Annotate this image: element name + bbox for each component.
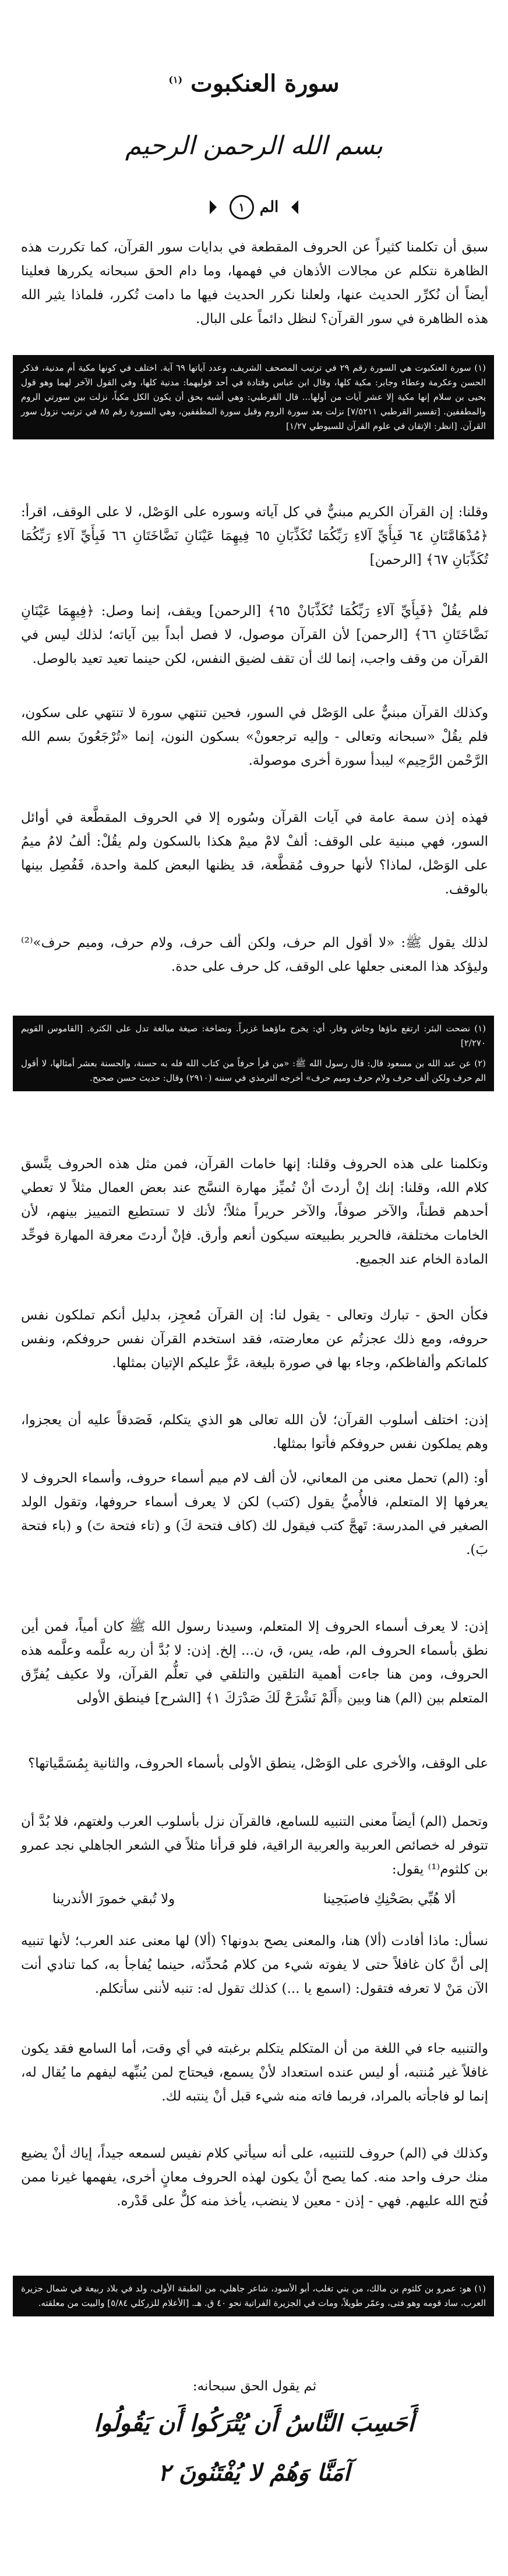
paragraph-stop-vs-join: على الوقف، والأخرى على الوَصْل، ينطق الأولى بأسماء الحروف، والثانية بِمُسَمَّياتها؟ [28,1756,488,1771]
poem-hemistich-left: ولا تُبقي خمورَ الأندرينا [52,1892,175,1907]
footnote-naddakhatan: (١) نضحت البئر: ارتفع ماؤها وجاش وفار. أي: يخرج ماؤهما غزيراً. ونضاخة: صيغة مبالغة تدل على الكثرة. [القاموس القويم ٢/٢٧٠] [13,1016,494,1056]
ornament-diamond-right-icon [284,200,298,214]
paragraph-hadith: لذلك يقول ﷺ: «لا أقول الم حرف، ولكن ألف حرف، ولام حرف، وميم حرف»⁽²⁾ وليؤكد هذا المعنى جعلها على الوقف، كل حرف على حدة. [21,935,488,974]
basmala: بسم الله الرحمن الرحيم [125,131,383,161]
paragraph-conclusion: وكذلك في (الم) حروف للتنبيه، على أنه سيأتي كلام نفيس لسمعه جيداً، إياك أنْ يضيع منك حرف واحد منه. كما يصح أنْ يكون لهذه الحروف معانٍ أخرى، يفهمها غيرنا ممن فُتح الله عليهم. فهي - إذن - معين لا ينضب، يأخذ منه كلٌّ على قَدْره. [21,2146,488,2209]
paragraph-style: إذن: اختلف أسلوب القرآن؛ لأن الله تعالى هو الذي يتكلم، فَصَدقاً عليه أن يعجزوا، وهم يملكون نفس حروفكم فأتوا بمثلها. [21,1413,488,1452]
closing-verse-line-1: أَحَسِبَ النَّاسُ أَن يُتْرَكُوا أَن يَقُولُوا [94,2410,414,2437]
footnote-surah-info: (١) سورة العنكبوت هي السورة رقم ٢٩ في ترتيب المصحف الشريف، وعدد آياتها ٦٩ آية. اختلف في كونها مكية أم مدنية، فذكر الحسن وعكرمة وعطاء وجابر: مكية كلها، وقال ابن عباس وقتادة في أحد قوليهما: مدنية كلها، وفي القول الآخر لهما وهو قول يحيى بن سلام إنها مكية إلا عشر آيات من أولها... قال القرطبي: وهي أشبه بحق أن يكون الكل مكياً، نزلت بين سورتي الروم والمطففين. [تفسير القرطبي ٧/٥٢١١] نزلت بعد سورة الروم وقبل سورة المطففين، وهي السورة رقم ٨٥ في ترتيب نزول سور القرآن. [انظر: الإتقان في علوم القرآن للسيوطي ١/٢٧] [13,355,494,439]
paragraph-ala-meaning: نسأل: ماذا أفادت (ألا) هنا، والمعنى يصح بدونها؟ (ألا) لها معنى عند العرب؛ لأنها تنبيه إلى أنَّ كان غافلاً حتى لا يفوته شيء من كلام مُحدِّثه، حينما يُفاجأ به، كما تنادي أنت الآن مَنْ لا تعرفه فتقول: (اسمع يا ...) كذلك تقول له: تنبه لأننى سأتكلم. [21,1933,488,1996]
paragraph-muqattaat: فهذه إذن سمة عامة في آيات القرآن وسُوره إلا في الحروف المقطَّعة في أوائل السور، فهي مبنية على الوقف: ألفْ لامْ ميمْ هكذا بالسكون ولم يقُلْ: ألفُ لامُ ميمُ على الوَصْل، لماذا؟ لأنها حروف مُقطَّعة، قد يظنها البعض كلمة واحدة، فَفُصِل بينها بالوقف. [21,810,488,897]
paragraph-miracle: فكأن الحق - تبارك وتعالى - يقول لنا: إن القرآن مُعجِز، بدليل أنكم تملكون نفس حروفه، ومع ذلك عجزتُم عن معارضته، فقد استخدم القرآن نفس حروفكم، ونفس كلماتكم وألفاظكم، وجاء بها في صورة بليغة، عَزَّ عليكم الإتيان بمثلها. [21,1308,488,1371]
paragraph-letter-names: أو: (الم) تحمل معنى من المعاني، لأن ألف لام ميم أسماء حروف، وأسماء الحروف لا يعرفها إلا المتعلم، فالأُميُّ يقول (كتب) لكن لا يعرف أسماء حروفها، وتقول الولد الصغير في المدرسة: تَهجَّ كتب فيقول لك (كاف فتحة كَ) و (تاء فتحة تَ) و (باء فتحة بَ). [21,1471,488,1557]
paragraph-attention: وتحمل (الم) أيضاً معنى التنبيه للسامع، فالقرآن نزل بأسلوب العرب ولغتهم، فلا بُدَّ أن تتوفر له خصائص العربية والعربية الراقية، فلو قرأنا مثلاً في الشعر الجاهلي نجد عمرو بن كلثوم⁽¹⁾ يقول: [21,1814,488,1877]
surah-title-text: سورة العنكبوت [190,70,340,97]
title-footnote-marker: (١) [168,74,183,86]
paragraph-wasl: وقلنا: إن القرآن الكريم مبنيٌّ في كل آياته وسوره على الوَصْل، لا على الوقف، اقرأ: ﴿مُدْهَامَّتَانِ ٦٤ فَبِأَيِّ آلاءِ رَبِّكُمَا تُكَذِّبَانِ ٦٥ فِيهِمَا عَيْنَانِ نَضَّاخَتَانِ ٦٦ فَبِأَيِّ آلاءِ رَبِّكُمَا تُكَذِّبَانِ ٦٧﴾ [الرحمن] [21,505,489,567]
surah-title [0,70,508,97]
paragraph-surah-joining: وكذلك القرآن مبنيٌّ على الوَصْل في السور، فحين تنتهي سورة لا تنتهي على سكون، فلم يقُلْ «سبحانه وتعالى - وإليه ترجعونْ» بسكون النون، إنما «تُرْجَعُونَ بسم الله الرَّحْمن الرَّحِيم» ليبدأ سورة أخرى موصولة. [21,705,488,768]
paragraph-tanbih: والتنبيه جاء في اللغة من أن المتكلم يتكلم برغبته في أي وقت، أما السامع فقد يكون غافلاً غير مُنتبه، أو ليس عنده استعداد لأنْ يسمع، فيحتاج لمن يُنبِّهه ليفهم ما يُقال له، إنما لو فاجأته بالمراد، فربما فاته منه شيء قبل أنْ ينتبه لك. [21,2041,488,2104]
poem-hemistich-right: ألا هُبِّي بصَحْنِكِ فاصبَحِينا [323,1892,456,1907]
ornament-label: الم [259,198,279,216]
footnote-hadith-source: (٢) عن عبد الله بن مسعود قال: قال رسول الله ﷺ: «من قرأ حرفاً من كتاب الله فله به حسنة، والحسنة بعشر أمثالها، لا أقول الم حرف ولكن ألف حرف ولام حرف وميم حرف» أخرجه الترمذي في سننه (٢٩١٠) وقال: حديث حسن صحيح. [13,1051,494,1091]
poem-verse [52,1892,456,1907]
paragraph-prophet-ummi: إذن: لا يعرف أسماء الحروف إلا المتعلم، وسيدنا رسول الله ﷺ كان أمياً، فمن أين نطق بأسماء الحروف الم، طه، يس، ق، ن... إلخ. إذن: لا بُدَّ أن ربه علَّمه وعلَّمه هذه الحروف، ومن هنا جاءت أهمية التلقين والتلقي في تعلُّم القرآن، ولا عكيف يُفرِّق المتعلم بين (الم) هنا وبين ﴿أَلَمْ نَشْرَحْ لَكَ صَدْرَكَ ١﴾ [الشرح] فينطق الأولى [21,1619,488,1706]
paragraph-raw-materials: وتكلمنا على هذه الحروف وقلنا: إنها خامات القرآن، فمن مثل هذه الحروف يتَّسق كلام الله، وقلنا: إنك إنْ أردتَ أنْ تُميِّز مهارة النسَّج عند بعض العمال مثلاً لا تعطي أحدهم قطناً، والآخر صوفاً، والآخر حريراً مثلاً؛ لأنك لا تستطيع التمييز بينهم، لأن الخامات مختلفة، فالحرير بطبيعته سيكون أنعم وأرق. فإنْ أردتَ معرفة المهارة فوحِّد المادة الخام عند الجميع. [21,1156,488,1267]
paragraph-intro: سبق أن تكلمنا كثيراً عن الحروف المقطعة في بدايات سور القرآن، كما تكررت هذه الظاهرة نتكلم عن مجالات الأذهان في فهمها، وما دام الحق سبحانه يكررها فعلينا أيضاً أن نُكرِّر الحديث عنها، ولعلنا نكرر الحديث فيها ما دامت تُكرر، فلماذا يثير الله هذه الظاهرة في سور القرآن؟ لنظل دائماً على البال. [21,240,488,327]
ornament-diamond-left-icon [210,200,224,214]
closing-verse-line-2: آمَنَّا وَهُمْ لا يُفْتَنُونَ ٢ [158,2459,350,2486]
verse-ornament [190,192,318,222]
footnote-amr-ibn-kulthum: (١) هو: عمرو بن كلثوم بن مالك، من بني تغلب، أبو الأسود، شاعر جاهلي، من الطبقة الأولى، ولد في بلاد ربيعة في شمال جزيرة العرب، ساد قومه وهو فتى، وعمّر طويلاً، ومات في الجزيرة الفراتية نحو ٤٠ ق. هـ. [الأعلام للزركلي ٥/٨٤] والبيت من معلقته. [13,2276,494,2316]
ornament-verse-number: ١ [230,195,254,219]
closing-intro: ثم يقول الحق سبحانه: [192,2379,317,2394]
paragraph-no-stop: فلم يقُلْ ﴿فَبِأَيِّ آلاءِ رَبِّكُمَا تُكَذِّبَانْ ٦٥﴾ [الرحمن] ويقف، إنما وصل: ﴿فِيهِمَا عَيْنَانِ نَضَّاخَتَانِ ٦٦﴾ [الرحمن] لأن القرآن موصول، لا فصل أبداً بين آياته؛ لذلك ليس في القرآن من وقف واجب، إنما لك أن تقف لضيق النفس، لكن حينما تعيد تعيد بالوصل. [21,604,488,666]
